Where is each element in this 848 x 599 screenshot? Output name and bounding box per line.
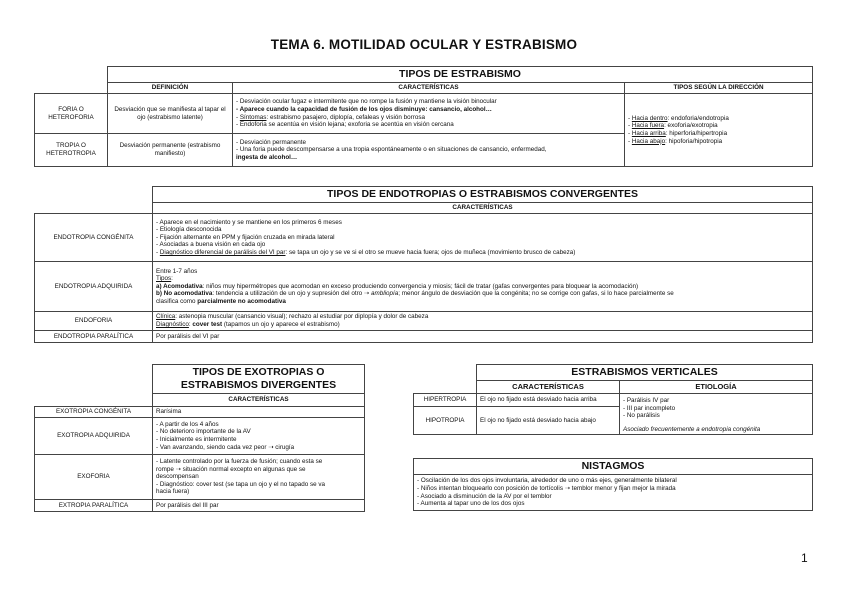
endotropia-paralitica-details: Por parálisis del VI par <box>153 331 813 343</box>
endo-subheader: CARACTERÍSTICAS <box>153 203 813 214</box>
vert-col-caracteristicas: CARACTERÍSTICAS <box>477 381 620 394</box>
direction-types: - Hacia dentro: endoforia/endotropia - Hacia fuera: exoforia/exotropia - Hacia arriba: hiperforia/hipertropia - Hacia abajo: hipoforia/hipotropia <box>625 94 813 167</box>
exoforia-details: - Latente controlado por la fuerza de fusión; cuando esta se rompe ➝ situación normal excepto en algunas que se descompensan - Diagnóstico: cover test (se tapa un ojo y el no tapado se va hacia fuera) <box>153 455 365 500</box>
page-number: 1 <box>801 551 808 565</box>
endotropia-congenita-details: - Aparece en el nacimiento y se mantiene en los primeros 6 meses - Etiología desconocida - Fijación alternante en PPM y fijación cruzada en mirada lateral - Asociadas a buena visión en cada ojo - Diagnóstico diferencial de parálisis del VI par: se tapa un ojo y se ve si el otro se mueve hacia fuera; ojos de muñeca (movimiento brusco de cabeza) <box>153 214 813 262</box>
hipertropia: HIPERTROPIA <box>414 394 477 407</box>
foria-name: FORIA O HETEROFORIA <box>35 94 108 134</box>
vert-header: ESTRABISMOS VERTICALES <box>477 365 813 381</box>
exo-subheader: CARACTERÍSTICAS <box>153 394 365 407</box>
vert-col-etiologia: ETIOLOGÍA <box>620 381 813 394</box>
extropia-paralitica: EXTROPIA PARALÍTICA <box>35 500 153 512</box>
tropia-name: TROPIA O HETEROTROPIA <box>35 134 108 167</box>
endotropia-table <box>34 186 813 343</box>
extropia-paralitica-details: Por parálisis del III par <box>153 500 365 512</box>
exotropia-table <box>34 364 365 512</box>
hipotropia: HIPOTROPIA <box>414 407 477 435</box>
exotropia-adquirida: EXOTROPIA ADQUIRIDA <box>35 418 153 455</box>
endotropia-congenita: ENDOTROPIA CONGÉNITA <box>35 214 153 262</box>
hipertropia-details: El ojo no fijado está desviado hacia arriba <box>477 394 620 407</box>
hipotropia-details: El ojo no fijado está desviado hacia abajo <box>477 407 620 435</box>
estrabismo-table <box>34 66 813 167</box>
col-definicion: DEFINICIÓN <box>108 83 233 94</box>
page-title: TEMA 6. MOTILIDAD OCULAR Y ESTRABISMO <box>270 37 578 52</box>
vertical-table <box>413 364 813 435</box>
tropia-characteristics: - Desviación permanente - Una foria puede descompensarse a una tropia espontáneamente o en situaciones de cansancio, enfermedad, ingesta de alcohol… <box>233 134 625 167</box>
col-direccion: TIPOS SEGÚN LA DIRECCIÓN <box>625 83 813 94</box>
nistagmos-details: - Oscilación de los dos ojos involuntaria, alrededor de uno o más ejes, generalmente bilateral - Niños intentan bloquearlo con posición de tortícolis ➝ temblor menor y fijan mejor la mirada - Asociado a disminución de la AV por el temblor - Aumenta al tapar uno de los dos ojos <box>414 475 813 511</box>
exo-header: TIPOS DE EXOTROPIAS O ESTRABISMOS DIVERGENTES <box>153 365 365 394</box>
exotropia-congenita: EXOTROPIA CONGÉNITA <box>35 407 153 418</box>
col-caracteristicas: CARACTERÍSTICAS <box>233 83 625 94</box>
exotropia-adquirida-details: - A partir de los 4 años - No deterioro importante de la AV - Inicialmente es intermitente - Van avanzando, siendo cada vez peor ➝ cirugía <box>153 418 365 455</box>
nistagmos-table <box>413 458 813 511</box>
endoforia: ENDOFORIA <box>35 312 153 331</box>
tropia-definition: Desviación permanente (estrabismo manifiesto) <box>108 134 233 167</box>
endotropia-adquirida-details: Entre 1-7 años Tipos: a) Acomodativa: niños muy hipermétropes que acomodan en exceso produciendo convergencia y miosis; fácil de tratar (gafas convergentes para bloquear la acomodación) b) No acomodativa: tendencia a utilización de un ojo y supresión del otro ➝ ambliopía; menor ángulo de desviación que la congénita; no se corrige con gafas, si lo hace parcialmente se clasifica como parcialmente no acomodativa <box>153 262 813 312</box>
endotropia-paralitica: ENDOTROPIA PARALÍTICA <box>35 331 153 343</box>
endotropia-adquirida: ENDOTROPIA ADQUIRIDA <box>35 262 153 312</box>
estrabismo-header: TIPOS DE ESTRABISMO <box>108 67 813 83</box>
exotropia-congenita-details: Rarísima <box>153 407 365 418</box>
nist-header: NISTAGMOS <box>414 459 813 475</box>
exoforia: EXOFORIA <box>35 455 153 500</box>
foria-characteristics: - Desviación ocular fugaz e intermitente que no rompe la fusión y mantiene la visión binocular - Aparece cuando la capacidad de fusión de los ojos disminuye: cansancio, alcohol… - Síntomas: estrabismo pasajero, diplopía, cefaleas y visión borrosa - Endoforia se acentúa en visión lejana; exoforia se acentúa en visión cercana <box>233 94 625 134</box>
endoforia-details: Clínica: astenopia muscular (cansancio visual); rechazo al estudiar por diplopía y dolor de cabeza Diagnóstico: cover test (tapamos un ojo y aparece el estrabismo) <box>153 312 813 331</box>
foria-definition: Desviación que se manifiesta al tapar el ojo (estrabismo latente) <box>108 94 233 134</box>
vert-etiologia: - Parálisis IV par - III par incompleto - No parálisis Asociado frecuentemente a endotropia congénita <box>620 394 813 435</box>
endo-header: TIPOS DE ENDOTROPIAS O ESTRABISMOS CONVERGENTES <box>153 187 813 203</box>
